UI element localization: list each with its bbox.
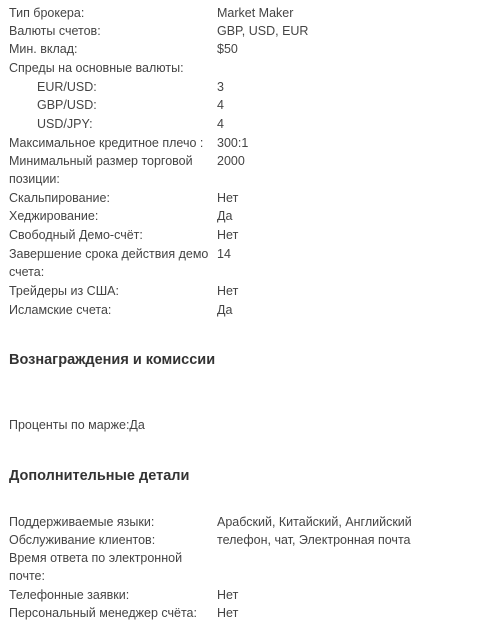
spread-usdjpy-row	[9, 115, 469, 133]
broker-type-row	[9, 4, 469, 22]
row-label: Персональный менеджер счёта:	[9, 606, 197, 620]
details-heading: Дополнительные детали	[9, 468, 190, 484]
row-label: Спреды на основные валюты:	[9, 61, 184, 75]
free-demo-row	[9, 226, 469, 244]
row-label: Скальпирование:	[9, 191, 110, 205]
languages-row	[9, 513, 469, 531]
scalping-row	[9, 189, 469, 207]
row-value: 3	[217, 80, 224, 94]
row-label: Время ответа по электронной почте:	[9, 551, 183, 583]
row-value: Да	[217, 209, 233, 223]
us-traders-row	[9, 282, 469, 300]
account-manager-row	[9, 604, 469, 622]
row-value: GBP, USD, EUR	[217, 24, 309, 38]
row-value: 4	[217, 117, 224, 131]
row-label: Телефонные заявки:	[9, 588, 130, 602]
row-label: GBP/USD:	[37, 98, 97, 112]
row-value: Нет	[217, 191, 239, 205]
row-label: Минимальный размер торговой позиции:	[9, 154, 193, 186]
row-label: Трейдеры из США:	[9, 284, 119, 298]
min-deposit-row	[9, 40, 469, 58]
row-label: Хеджирование:	[9, 209, 99, 223]
spreads-header-row	[9, 59, 469, 77]
row-label: Исламские счета:	[9, 303, 112, 317]
row-label: Обслуживание клиентов:	[9, 533, 156, 547]
row-value: 4	[217, 98, 224, 112]
email-response-row	[9, 549, 469, 585]
row-value: Нет	[217, 588, 239, 602]
max-leverage-row	[9, 134, 469, 152]
margin-interest-text: Проценты по марже:Да	[9, 418, 145, 432]
min-trade-size-row	[9, 152, 469, 188]
row-label: Максимальное кредитное плечо :	[9, 136, 204, 150]
row-label: Завершение срока действия демо счета:	[9, 247, 209, 279]
row-value: Да	[217, 303, 233, 317]
row-label: Валюты счетов:	[9, 24, 101, 38]
row-value: Нет	[217, 606, 239, 620]
row-value: Нет	[217, 284, 239, 298]
row-label: USD/JPY:	[37, 117, 93, 131]
row-value: $50	[217, 42, 238, 56]
row-value: Нет	[217, 228, 239, 242]
islamic-accounts-row	[9, 301, 469, 319]
row-value: Market Maker	[217, 6, 294, 20]
demo-expiry-row	[9, 245, 469, 281]
customer-service-row	[9, 531, 469, 549]
row-label: Свободный Демо-счёт:	[9, 228, 143, 242]
row-value: телефон, чат, Электронная почта	[217, 533, 411, 547]
spread-gbpusd-row	[9, 96, 469, 114]
row-value: 2000	[217, 154, 245, 168]
row-label: Мин. вклад:	[9, 42, 78, 56]
row-value: Арабский, Китайский, Английский	[217, 515, 412, 529]
row-label: EUR/USD:	[37, 80, 97, 94]
row-value: 14	[217, 247, 231, 261]
row-label: Тип брокера:	[9, 6, 85, 20]
hedging-row	[9, 207, 469, 225]
phone-orders-row	[9, 586, 469, 604]
row-value: 300:1	[217, 136, 249, 150]
row-label: Поддерживаемые языки:	[9, 515, 155, 529]
account-currencies-row	[9, 22, 469, 40]
rewards-heading: Вознаграждения и комиссии	[9, 352, 216, 368]
spread-eurusd-row	[9, 78, 469, 96]
